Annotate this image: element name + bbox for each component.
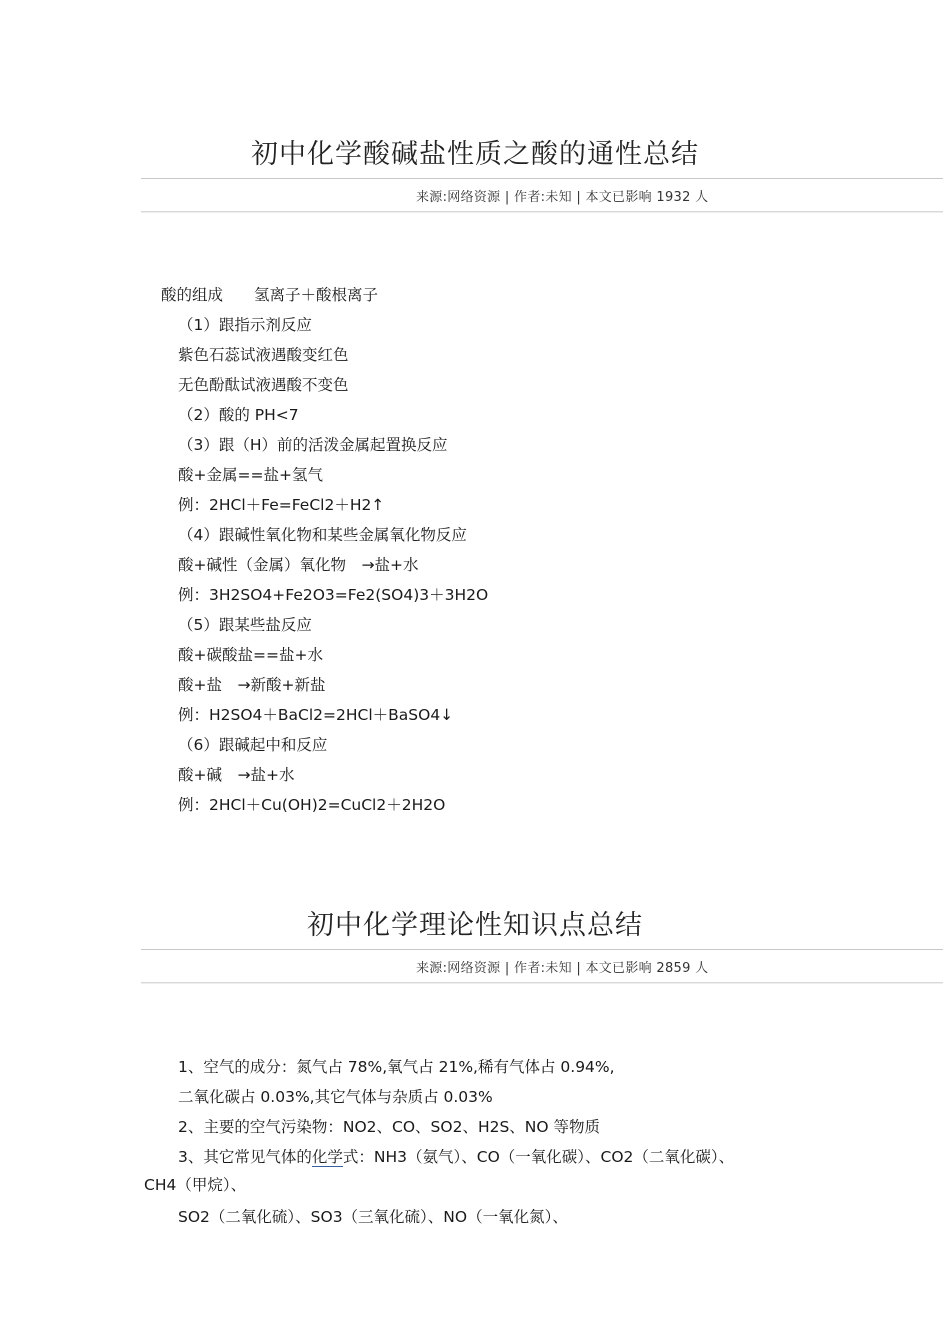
- body-line: 酸+盐 →新酸+新盐: [178, 676, 326, 694]
- article-title: 初中化学理论性知识点总结: [307, 910, 643, 941]
- body-line: SO2（二氧化硫）、SO3（三氧化硫）、NO（一氧化氮）、: [178, 1208, 568, 1226]
- body-text: 式：NH3（氨气）、CO（一氧化碳）、CO2（二氧化碳）、: [342, 1148, 735, 1166]
- body-line: [178, 1145, 734, 1167]
- body-line: 酸+碱性（金属）氧化物 →盐+水: [178, 556, 419, 574]
- body-line: （5）跟某些盐反应: [178, 616, 312, 634]
- article-meta: 来源:网络资源 | 作者:未知 | 本文已影响 2859 人: [416, 961, 709, 976]
- article-title: 初中化学酸碱盐性质之酸的通性总结: [251, 139, 699, 170]
- body-line: 酸的组成 氢离子＋酸根离子: [161, 286, 379, 304]
- body-line: 1、空气的成分：氮气占 78%,氧气占 21%,稀有气体占 0.94%,: [178, 1058, 615, 1076]
- body-text: 3、其它常见气体的: [178, 1148, 312, 1166]
- body-line: 2、主要的空气污染物：NO2、CO、SO2、H2S、NO 等物质: [178, 1118, 601, 1136]
- body-line: （3）跟（H）前的活泼金属起置换反应: [178, 436, 448, 454]
- title-divider: [141, 949, 943, 950]
- meta-divider: [141, 211, 943, 212]
- body-line: 无色酚酞试液遇酸不变色: [178, 376, 349, 394]
- body-line: 酸+碱 →盐+水: [178, 766, 295, 784]
- body-line: （4）跟碱性氧化物和某些金属氧化物反应: [178, 526, 467, 544]
- chemistry-link[interactable]: 化学: [311, 1148, 343, 1166]
- body-line: 例：2HCl＋Cu(OH)2=CuCl2＋2H2O: [178, 796, 446, 814]
- article-meta: 来源:网络资源 | 作者:未知 | 本文已影响 1932 人: [416, 190, 709, 205]
- title-divider: [141, 178, 943, 179]
- body-line: 紫色石蕊试液遇酸变红色: [178, 346, 349, 364]
- body-line: CH4（甲烷）、: [144, 1176, 247, 1194]
- body-line: （6）跟碱起中和反应: [178, 736, 328, 754]
- body-line: （2）酸的 PH<7: [178, 406, 299, 424]
- body-line: （1）跟指示剂反应: [178, 316, 312, 334]
- body-line: 二氧化碳占 0.03%,其它气体与杂质占 0.03%: [178, 1088, 493, 1106]
- meta-divider: [141, 982, 943, 983]
- body-line: 例：3H2SO4+Fe2O3=Fe2(SO4)3＋3H2O: [178, 586, 489, 604]
- body-line: 酸+金属==盐+氢气: [178, 466, 323, 484]
- body-line: 例：2HCl＋Fe=FeCl2＋H2↑: [178, 496, 385, 514]
- body-line: 例：H2SO4＋BaCl2=2HCl＋BaSO4↓: [178, 706, 454, 724]
- body-line: 酸+碳酸盐==盐+水: [178, 646, 323, 664]
